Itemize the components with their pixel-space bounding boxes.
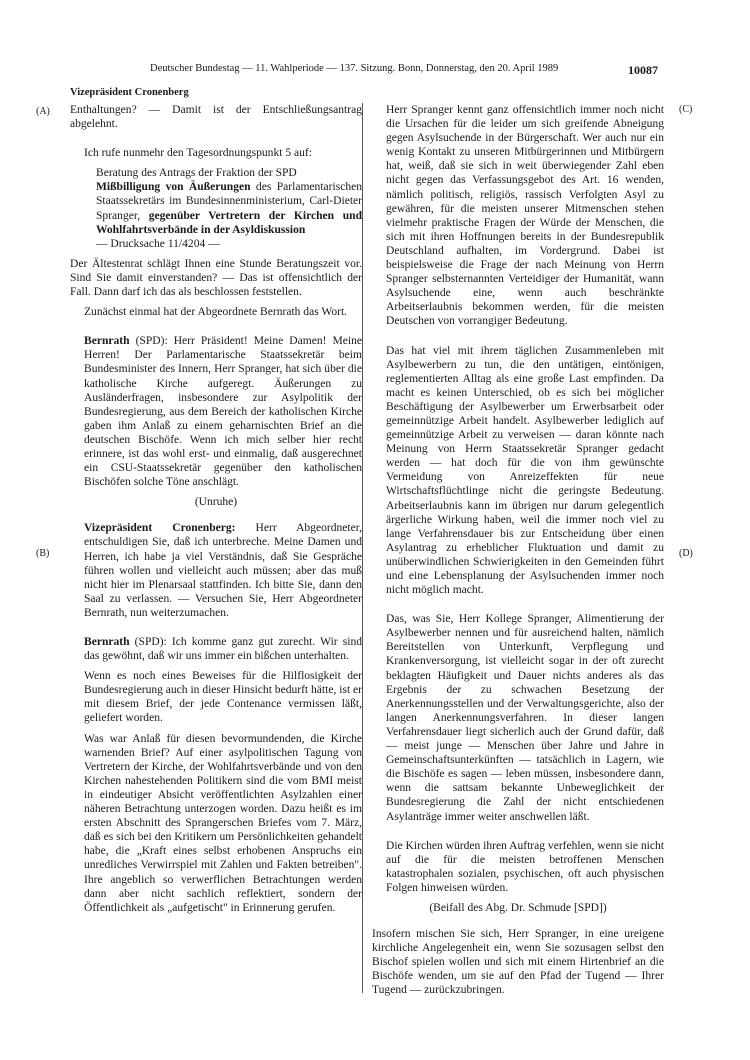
paragraph: Der Ältestenrat schlägt Ihnen eine Stunde Beratungszeit vor. Sind Sie damit einverstanden? — Das ist offensichtlich der Fall. Dann darf ich das als beschlossen feststellen. bbox=[70, 257, 362, 299]
running-header: Deutscher Bundestag — 11. Wahlperiode — 137. Sitzung. Bonn, Donnerstag, den 20. April 1989 bbox=[150, 63, 559, 74]
column-divider bbox=[362, 103, 363, 993]
agenda-call: Ich rufe nunmehr den Tagesordnungspunkt 5 auf: bbox=[84, 147, 312, 160]
speaker-name: Bernrath bbox=[84, 636, 130, 648]
left-column bbox=[70, 103, 362, 921]
margin-mark-c: (C) bbox=[679, 104, 693, 115]
page-number: 10087 bbox=[628, 63, 658, 77]
paragraph: Insofern mischen Sie sich, Herr Spranger, in eine ureigene kirchliche Angelegenheit ein, wenn Sie sozusagen selbst den Bischof spielen wollen und sich mit einem Hirtenbrief an die Bischöfe wenden, um sie auf den Pfad der Tugend — Ihrer Tugend — zurückzubringen. bbox=[372, 928, 664, 997]
speaker-name: Vizepräsident Cronenberg: bbox=[84, 522, 236, 535]
speech bbox=[70, 521, 362, 620]
paragraph: Das, was Sie, Herr Kollege Spranger, Alimentierung der Asylbewerber nennen und für ausreichend halten, nämlich Bereitstellen von Unterkunft, Verpflegung und Krankenversorgung, ist vielleicht sogar in der oft zurecht beklagten Häufigkeit und Dauer nichts anderes als das Ergebnis der zu schwachen Besetzung der Anerkennungsstellen und der Verwaltungsgerichte, also der langen Anerkennungsverfahren. In dieser langen Verfahrensdauer liegt sicherlich auch der Grund dafür, daß — meist junge — Menschen über Jahre und Jahre in Gemeinschaftsunterkünften — tatsächlich in Lagern, wie die Bischöfe es sagen — leben müssen, insbesondere dann, wenn die sattsam bekannte Unbeweglichkeit der Bundesregierung die Zahl der nicht entschiedenen Asylanträge immer weiter anschwellen läßt. bbox=[386, 613, 664, 823]
right-column bbox=[372, 103, 664, 1004]
paragraph: Wenn es noch eines Beweises für die Hilflosigkeit der Bundesregierung auch in dieser Hinsicht bedurft hätte, ist er mit diesem Brief, der jede Contenance vermissen läßt, geliefert worden. bbox=[84, 670, 363, 725]
agenda-item-bold: gegenüber Vertretern der Kirchen und Wohlfahrtsverbände in der Asyldiskussion bbox=[96, 209, 362, 236]
margin-mark-b: (B) bbox=[36, 548, 50, 559]
agenda-item bbox=[70, 166, 362, 251]
margin-mark-a: (A) bbox=[36, 106, 50, 117]
paragraph: Herr Spranger kennt ganz offensichtlich immer noch nicht die Ursachen für die leider um sich greifende Abneigung gegen Asylsuchende in der Bürgerschaft. Wer auch nur ein wenig Kontakt zu unseren Mitbürgerinnen und Mitbürgern hat, weiß, daß sie sich in weit überwiegender Zahl eben nicht gegen das Verfassungsgebot des Art. 16 wenden, nämlich politisch, religiös, rassisch Verfolgten Asyl zu gewähren, für die meisten unserer Mitmenschen stehen vielmehr praktische Fragen der Würde der Menschen, die sich mit ihren Hoffnungen bereits in der Bundesrepublik Deutschland aufhalten, im Vordergrund. Dabei ist beispielsweise die Frage der nach Meinung von Herrn Spranger selbsternannten Verteidiger der Humanität, wann Asylsuchende eine, wenn auch beschränkte Arbeitserlaubnis bekommen werden, für die meisten Deutschen von vorrangiger Bedeutung. bbox=[386, 104, 664, 328]
paragraph: Zunächst einmal hat der Abgeordnete Bernrath das Wort. bbox=[84, 306, 348, 319]
agenda-item-bold: Mißbilligung von Äußerungen bbox=[96, 181, 251, 194]
speech bbox=[70, 334, 362, 489]
paragraph: Enthaltungen? — Damit ist der Entschließungsantrag abgelehnt. bbox=[70, 104, 362, 131]
paragraph: Die Kirchen würden ihren Auftrag verfehlen, wenn sie nicht auf die für die meisten betroffenen Menschen katastrophalen sozialen, psychischen, oft auch physischen Folgen hinweisen würden. bbox=[386, 839, 664, 894]
speech bbox=[70, 635, 362, 663]
interjection: (Beifall des Abg. Dr. Schmude [SPD]) bbox=[429, 901, 607, 914]
speech-text: (SPD): Ich komme ganz gut zurecht. Wir sind das gewöhnt, daß wir uns immer ein bißchen unterhalten. bbox=[84, 636, 362, 663]
agenda-item-intro: Beratung des Antrags der Fraktion der SPD bbox=[96, 167, 297, 180]
agenda-item-title bbox=[96, 180, 362, 236]
speaker-name: Bernrath bbox=[84, 335, 130, 348]
agenda-item-text: des Parlamentarischen Staatssekretärs im Bundesinnenministerium, Carl-Dieter Spranger, bbox=[96, 181, 362, 222]
speaker-heading: Vizepräsident Cronenberg bbox=[70, 87, 189, 98]
paragraph: Was war Anlaß für diesen bevormundenden, die Kirche warnenden Brief? Auf einer asylpolitischen Tagung von Vertretern der Kirche, der Wohlfahrtsverbände und von den Kirchen nahestehenden Politikern sind die vom BMI meist in eindeutiger Absicht veröffentlichten Asylzahlen einer näheren Betrachtung unterzogen worden. Dazu heißt es im ersten Abschnitt des Sprangerschen Briefes vom 7. März, daß es sich bei den Kritikern um Persönlichkeiten gehandelt habe, die „Kraft eines selbst erhobenen Anspruchs ein unredliches Verwirrspiel mit Zahlen und Fakten betreiben". Ihre angeblich so verwerflichen Betrachtungen werden dann aber nicht sachlich reflektiert, sondern der Öffentlichkeit als „aufgetischt" in Erinnerung gerufen. bbox=[84, 732, 362, 914]
margin-mark-d: (D) bbox=[679, 548, 693, 559]
speech-text: (SPD): Herr Präsident! Meine Damen! Meine Herren! Der Parlamentarische Staatssekretär beim Bundesminister des Innern, Herr Spranger, hat sich über die katholische Kirche aufgeregt. Äußerungen zu Ausländerfragen, insbesondere zur Asylpolitik der Bundesregierung, aus dem Bereich der katholischen Kirche gaben ihm Anlaß zu einem geharnischten Brief an die deutschen Bischöfe. Wenn ich mich selber hier recht erinnere, ist das wohl erst- und einmalig, daß ausgerechnet ein CSU-Staatssekretär gegenüber den katholischen Bischöfen solche Töne anschlägt. bbox=[84, 335, 362, 489]
printed-matter-ref: — Drucksache 11/4204 — bbox=[96, 237, 220, 250]
paragraph: Das hat viel mit ihrem täglichen Zusammenleben mit Asylbewerbern zu tun, die den untätigen, eintönigen, reglementierten Alltag als eine große Last empfinden. Da macht es keinen Unterschied, ob es sich bei möglicher Beschäftigung der Asylbewerber um Erwerbsarbeit oder gemeinnützige Arbeit handelt. Asylbewerber lediglich auf gemeinnützige Arbeit zu verweisen — daran könnte nach Meinung von Herrn Staatssekretär Spranger gedacht werden — hat doch für die von ihm gewünschte Vermeidung von Anreizeffekten für neue Wirtschaftsflüchtlinge nicht die geringste Bedeutung. Arbeitserlaubnis kann im übrigen nur darum gelegentlich ärgerliche Wirkung haben, weil die immer noch viel zu lange Verfahrensdauer bis zur Entscheidung über einen Asylantrag zu erheblicher Fluktuation und damit zu unüberwindlichen Schwierigkeiten in den Gemeinden führt und eine Lebensplanung der Asylsuchenden immer noch nicht möglich macht. bbox=[386, 344, 664, 597]
speech-text: Herr Abgeordneter, entschuldigen Sie, daß ich unterbreche. Meine Damen und Herren, ich habe ja viel Verständnis, daß Sie Gespräche führen wollen und vielleicht auch müssen; aber das muß nicht hier im Plenarsaal stattfinden. Ich bitte Sie, dann den Saal zu verlassen. — Versuchen Sie, Herr Abgeordneter Bernrath, nun weiterzumachen. bbox=[84, 522, 362, 619]
interjection: (Unruhe) bbox=[194, 496, 238, 509]
